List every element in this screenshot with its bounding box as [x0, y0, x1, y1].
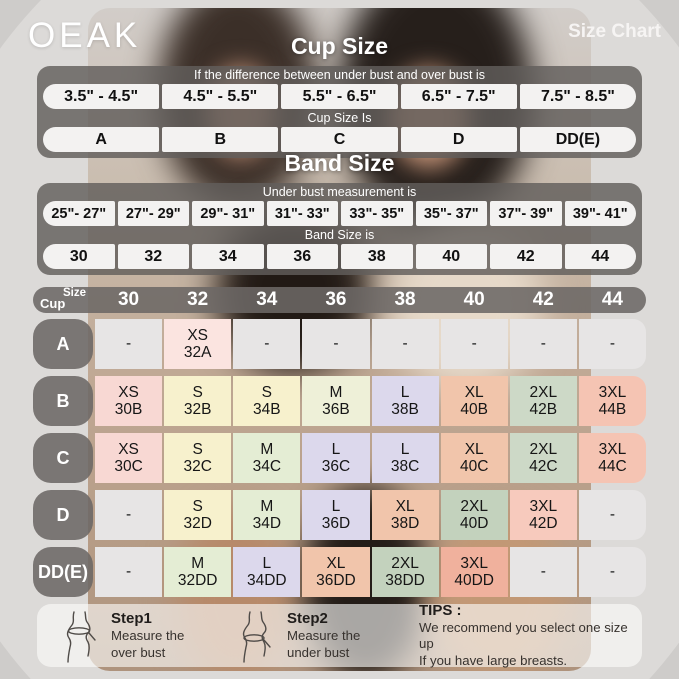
- matrix-cell-band: 32D: [183, 515, 212, 532]
- matrix-column-header: 44: [601, 289, 623, 310]
- matrix-cell: [510, 319, 577, 369]
- matrix-cell: [302, 490, 369, 540]
- matrix-cell-size: XL: [326, 554, 346, 572]
- matrix-cell-band: 38C: [390, 458, 420, 475]
- band-range-cell: 29"- 31": [192, 201, 264, 226]
- band-size-cell: 44: [565, 244, 637, 269]
- matrix-cell-size: XL: [464, 440, 484, 458]
- matrix-cell: [372, 376, 439, 426]
- matrix-cell-size: 2XL: [529, 383, 558, 401]
- matrix-row: [33, 547, 646, 597]
- matrix-cell: [95, 376, 162, 426]
- matrix-cell: [164, 547, 231, 597]
- cup-size-table: [37, 66, 642, 158]
- matrix-cell: [579, 547, 646, 597]
- matrix-cell: [441, 376, 508, 426]
- matrix-cell: [164, 490, 231, 540]
- matrix-row: [33, 433, 646, 483]
- matrix-cell: [95, 547, 162, 597]
- band-range-cell: 27"- 29": [118, 201, 190, 226]
- matrix-cell: [95, 319, 162, 369]
- band-size-cell: 38: [341, 244, 413, 269]
- cup-letter-cell: C: [281, 127, 397, 152]
- band-size-cell: 34: [192, 244, 264, 269]
- matrix-cell-size: -: [125, 563, 132, 581]
- matrix-cell-band: 36D: [321, 515, 351, 532]
- matrix-cell-band: 38DD: [385, 572, 425, 589]
- matrix-cell: [233, 433, 300, 483]
- matrix-cell: [95, 490, 162, 540]
- matrix-cell: [233, 490, 300, 540]
- matrix-cell: [233, 547, 300, 597]
- matrix-column-header: 38: [394, 289, 416, 310]
- matrix-cell-size: L: [400, 440, 410, 458]
- step1-block: [111, 610, 233, 660]
- matrix-cell: [302, 376, 369, 426]
- matrix-cell-band: 42B: [529, 401, 558, 418]
- matrix-row-label: DD(E): [33, 547, 93, 597]
- band-size-heading: Band Size: [284, 150, 395, 176]
- step2-title: Step2: [287, 610, 328, 628]
- band-size-cell: 36: [267, 244, 339, 269]
- cup-letter-cell: A: [43, 127, 159, 152]
- matrix-cell: [441, 433, 508, 483]
- corner-cup-label: Cup: [40, 296, 66, 311]
- matrix-cell: [579, 376, 646, 426]
- band-size-cell: 32: [118, 244, 190, 269]
- matrix-cell: [441, 319, 508, 369]
- matrix-cell: [441, 490, 508, 540]
- matrix-cell-size: -: [402, 335, 408, 353]
- matrix-cell: [510, 490, 577, 540]
- cup-range-cell: 3.5" - 4.5": [43, 84, 159, 109]
- matrix-cell-size: -: [125, 506, 132, 524]
- tips-title: TIPS :: [419, 602, 462, 620]
- band-range-row: [43, 201, 636, 226]
- measure-over-bust-icon: [57, 609, 103, 663]
- matrix-cell: [233, 376, 300, 426]
- cup-range-cell: 6.5" - 7.5": [401, 84, 517, 109]
- matrix-column-header: 36: [325, 289, 347, 310]
- matrix-cell-size: XS: [118, 440, 139, 458]
- band-range-cell: 31"- 33": [267, 201, 339, 226]
- matrix-cell-band: 34DD: [246, 572, 287, 589]
- matrix-row-label: B: [33, 376, 93, 426]
- step2-line2: under bust: [287, 644, 350, 660]
- matrix-cell-size: 3XL: [460, 554, 488, 572]
- matrix-cell-size: XS: [118, 383, 139, 401]
- tips-line1: We recommend you select one size up: [419, 620, 628, 652]
- matrix-row-label: C: [33, 433, 93, 483]
- matrix-cell-size: S: [261, 383, 272, 401]
- cup-result-label: Cup Size Is: [307, 111, 372, 125]
- cup-letter-cell: B: [162, 127, 278, 152]
- matrix-cell: [164, 376, 231, 426]
- matrix-cell-size: -: [609, 563, 616, 581]
- band-condition-label: Under bust measurement is: [262, 185, 417, 199]
- band-range-cell: 39"- 41": [565, 201, 637, 226]
- matrix-cell-size: -: [333, 335, 339, 353]
- matrix-cell: [510, 433, 577, 483]
- matrix-cell-band: 32DD: [177, 572, 218, 589]
- band-range-cell: 35"- 37": [416, 201, 488, 226]
- band-size-cell: 40: [416, 244, 488, 269]
- matrix-row-label: A: [33, 319, 93, 369]
- matrix-cell-band: 30C: [114, 458, 143, 475]
- step1-title: Step1: [111, 610, 152, 628]
- matrix-cell-size: -: [609, 506, 616, 524]
- matrix-cell-band: 34B: [253, 401, 281, 418]
- step2-line1: Measure the: [287, 628, 361, 644]
- matrix-cell-size: XS: [187, 326, 209, 344]
- matrix-column-header: 30: [117, 289, 140, 310]
- matrix-corner-cell: [33, 287, 93, 313]
- step2-block: [287, 610, 415, 660]
- matrix-cell-size: S: [192, 440, 203, 458]
- matrix-cell-band: 30B: [114, 401, 143, 418]
- band-result-label: Band Size is: [304, 228, 375, 242]
- band-size-row: [43, 244, 636, 269]
- matrix-cell-size: M: [191, 554, 205, 572]
- matrix-cell-band: 44C: [598, 458, 627, 475]
- cup-range-cell: 4.5" - 5.5": [162, 84, 278, 109]
- matrix-cell: [95, 433, 162, 483]
- matrix-cell-size: 2XL: [460, 497, 488, 515]
- measure-under-bust-icon: [233, 609, 279, 663]
- cup-letter-cell: DD(E): [520, 127, 636, 152]
- matrix-cell-size: -: [540, 563, 546, 581]
- matrix-cell-band: 44B: [598, 401, 627, 418]
- matrix-row: [33, 490, 646, 540]
- matrix-cell-band: 40DD: [454, 572, 494, 589]
- matrix-cell-size: -: [471, 335, 477, 353]
- matrix-cell-size: 3XL: [529, 497, 558, 515]
- cup-letter-row: [43, 127, 636, 152]
- matrix-cell-size: S: [192, 383, 203, 401]
- band-range-cell: 25"- 27": [43, 201, 115, 226]
- matrix-column-header: 34: [256, 289, 278, 310]
- matrix-cell-size: 3XL: [598, 440, 627, 458]
- matrix-cell-band: 32B: [183, 401, 212, 418]
- matrix-cell-size: -: [264, 335, 270, 353]
- matrix-cell: [579, 433, 646, 483]
- band-size-cell: 42: [490, 244, 562, 269]
- matrix-cell: [510, 376, 577, 426]
- matrix-cell: [579, 490, 646, 540]
- matrix-cell-size: M: [260, 497, 274, 515]
- matrix-cell-size: L: [262, 554, 272, 572]
- matrix-row-label: D: [33, 490, 93, 540]
- matrix-cell-band: 40D: [459, 515, 489, 532]
- band-size-cell: 30: [43, 244, 115, 269]
- matrix-cell: [372, 490, 439, 540]
- matrix-column-header: 32: [187, 289, 209, 310]
- tips-block: [415, 602, 642, 668]
- cup-range-cell: 7.5" - 8.5": [520, 84, 636, 109]
- matrix-cell-band: 36DD: [316, 572, 356, 589]
- matrix-cell-band: 32C: [183, 458, 212, 475]
- page-title: Size Chart: [568, 21, 661, 42]
- matrix-cell: [372, 433, 439, 483]
- matrix-cell: [302, 433, 369, 483]
- matrix-cell-band: 42D: [529, 515, 558, 532]
- matrix-cell-size: 2XL: [391, 554, 419, 572]
- matrix-cell-size: S: [192, 497, 203, 515]
- step1-line2: over bust: [111, 644, 166, 660]
- matrix-cell-band: 40B: [460, 401, 488, 418]
- size-matrix: [33, 319, 646, 604]
- matrix-cell: [302, 319, 369, 369]
- band-range-cell: 37"- 39": [490, 201, 562, 226]
- band-range-cell: 33"- 35": [341, 201, 413, 226]
- matrix-cell-band: 38D: [390, 515, 420, 532]
- matrix-cell-size: M: [329, 383, 343, 401]
- matrix-cell: [302, 547, 369, 597]
- matrix-row: [33, 319, 646, 369]
- matrix-cell-band: 34C: [252, 458, 282, 475]
- matrix-cell: [372, 547, 439, 597]
- matrix-cell-size: -: [609, 335, 616, 353]
- cup-range-cell: 5.5" - 6.5": [281, 84, 397, 109]
- tips-line2: If you have large breasts.: [419, 652, 568, 668]
- matrix-cell-size: L: [331, 497, 341, 515]
- matrix-row: [33, 376, 646, 426]
- corner-size-label: Size: [63, 287, 87, 299]
- matrix-header-row: [33, 287, 646, 313]
- matrix-column-header: 40: [463, 289, 485, 310]
- matrix-column-header: 42: [532, 289, 554, 310]
- matrix-cell-size: L: [331, 440, 341, 458]
- matrix-cell-size: -: [540, 335, 546, 353]
- matrix-cell-size: 3XL: [598, 383, 627, 401]
- matrix-cell-size: L: [400, 383, 410, 401]
- matrix-cell: [164, 433, 231, 483]
- matrix-cell-band: 34D: [252, 515, 282, 532]
- matrix-cell-band: 36C: [321, 458, 351, 475]
- matrix-cell-size: 2XL: [529, 440, 558, 458]
- matrix-cell-band: 38B: [391, 401, 419, 418]
- matrix-cell: [441, 547, 508, 597]
- measurement-guide-bar: [37, 604, 642, 667]
- matrix-cell: [510, 547, 577, 597]
- matrix-cell-size: XL: [464, 383, 484, 401]
- cup-letter-cell: D: [401, 127, 517, 152]
- matrix-cell: [579, 319, 646, 369]
- matrix-cell-size: -: [125, 335, 132, 353]
- cup-size-heading: Cup Size: [290, 33, 389, 59]
- step1-line1: Measure the: [111, 628, 185, 644]
- matrix-cell: [233, 319, 300, 369]
- matrix-cell-band: 36B: [322, 401, 350, 418]
- matrix-cell: [164, 319, 231, 369]
- matrix-cell-band: 42C: [529, 458, 558, 475]
- matrix-cell-size: XL: [395, 497, 415, 515]
- matrix-cell-band: 32A: [183, 344, 212, 361]
- cup-condition-label: If the difference between under bust and over bust is: [194, 68, 485, 82]
- cup-range-row: [43, 84, 636, 109]
- band-size-table: [37, 183, 642, 275]
- matrix-cell-band: 40C: [459, 458, 489, 475]
- matrix-cell: [372, 319, 439, 369]
- brand-logo: OEAK: [28, 16, 142, 55]
- matrix-cell-size: M: [260, 440, 274, 458]
